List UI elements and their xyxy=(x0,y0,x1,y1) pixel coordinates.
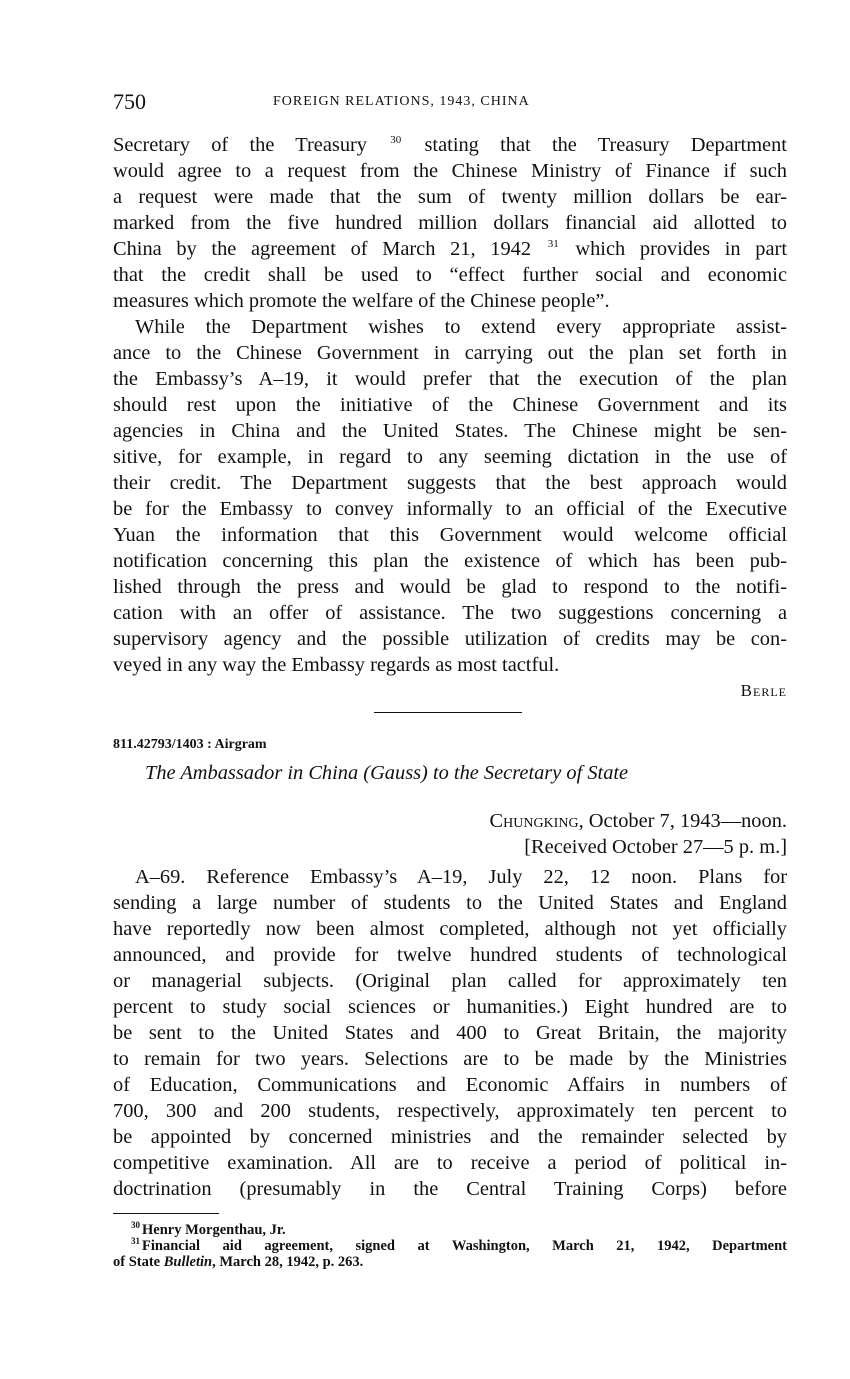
text-line: cation with an offer of assistance. The two suggestions concerning a xyxy=(113,602,787,624)
text-line: the Embassy’s A–19, it would prefer that the execution of the plan xyxy=(113,368,787,390)
footnote-31-continued: of State Bulletin, March 28, 1942, p. 263. xyxy=(113,1254,364,1270)
text-line: lished through the press and would be glad to respond to the notifi- xyxy=(113,576,787,598)
text-line: be sent to the United States and 400 to Great Britain, the majority xyxy=(113,1022,787,1044)
page-header xyxy=(113,89,787,117)
paragraph-3 xyxy=(113,864,787,1202)
text-line: notification concerning this plan the existence of which has been pub- xyxy=(113,550,787,572)
text-line: to remain for two years. Selections are to be made by the Ministries xyxy=(113,1048,787,1070)
received-line: [Received October 27—5 p. m.] xyxy=(524,836,787,858)
text-line: 700, 300 and 200 students, respectively, approximately ten percent to xyxy=(113,1100,787,1122)
footnote-30: $^{30}$ Henry Morgenthau, Jr. xyxy=(131,1220,286,1238)
text-line: their credit. The Department suggests that the best approach would xyxy=(113,472,787,494)
text-line: Yuan the information that this Government would welcome official xyxy=(113,524,787,546)
text-line: a request were made that the sum of twenty million dollars be ear- xyxy=(113,186,787,208)
text-line: doctrination (presumably in the Central Training Corps) before xyxy=(113,1178,787,1200)
text-line: measures which promote the welfare of the Chinese people”. xyxy=(113,290,610,312)
text-line: While the Department wishes to extend every appropriate assist- xyxy=(135,316,787,338)
footnote-ref-31[interactable]: 31 xyxy=(547,238,559,251)
text-line: of Education, Communications and Economic Affairs in numbers of xyxy=(113,1074,787,1096)
footnotes xyxy=(113,1222,787,1270)
signature: Berle xyxy=(740,681,787,700)
text-line: agencies in China and the United States. The Chinese might be sen- xyxy=(113,420,787,442)
place: Chungking xyxy=(489,810,579,832)
text-line: sending a large number of students to the United States and England xyxy=(113,892,787,914)
running-head: FOREIGN RELATIONS, 1943, CHINA xyxy=(273,94,530,109)
text-line: should rest upon the initiative of the Chinese Government and its xyxy=(113,394,787,416)
text-line: marked from the five hundred million dollars financial aid allotted to xyxy=(113,212,787,234)
section-divider xyxy=(374,712,522,713)
text-line: supervisory agency and the possible utilization of credits may be con- xyxy=(113,628,787,650)
text-line: Secretary of the Treasury $^{30}$ stating that the Treasury Department xyxy=(113,134,787,156)
text-line: have reportedly now been almost completed, although not yet officially xyxy=(113,918,787,940)
text-line: veyed in any way the Embassy regards as most tactful. xyxy=(113,654,560,676)
document-title: The Ambassador in China (Gauss) to the Secretary of State xyxy=(145,762,629,784)
paragraph-1 xyxy=(113,132,787,314)
text-line: China by the agreement of March 21, 1942 $^{31}$ which provides in part xyxy=(113,238,787,260)
place-date-line xyxy=(490,810,787,833)
footnote-divider xyxy=(113,1213,219,1214)
text-line: percent to study social sciences or humanities.) Eight hundred are to xyxy=(113,996,787,1018)
text-line: sitive, for example, in regard to any seeming dictation in the use of xyxy=(113,446,787,468)
text-line: A–69. Reference Embassy’s A–19, July 22, 12 noon. Plans for xyxy=(135,866,787,888)
text-line: be for the Embassy to convey informally to an official of the Executive xyxy=(113,498,787,520)
text-line: ance to the Chinese Government in carrying out the plan set forth in xyxy=(113,342,787,364)
publication-title: Bulletin xyxy=(163,1254,213,1270)
footnote-ref-30[interactable]: 30 xyxy=(390,134,402,147)
text-line: be appointed by concerned ministries and the remainder selected by xyxy=(113,1126,787,1148)
paragraph-2 xyxy=(113,314,787,678)
file-number: 811.42793/1403 : Airgram xyxy=(113,737,267,752)
text-line: or managerial subjects. (Original plan called for approximately ten xyxy=(113,970,787,992)
text-line: that the credit shall be used to “effect further social and economic xyxy=(113,264,787,286)
footnote-31: $^{31}$ Financial aid agreement, signed at Washington, March 21, 1942, Department xyxy=(131,1236,787,1254)
text-line: announced, and provide for twelve hundred students of technological xyxy=(113,944,787,966)
text-line: competitive examination. All are to receive a period of political in- xyxy=(113,1152,787,1174)
date: , October 7, 1943—noon. xyxy=(578,810,787,832)
page-number: 750 xyxy=(113,89,146,114)
text-line: would agree to a request from the Chinese Ministry of Finance if such xyxy=(113,160,787,182)
